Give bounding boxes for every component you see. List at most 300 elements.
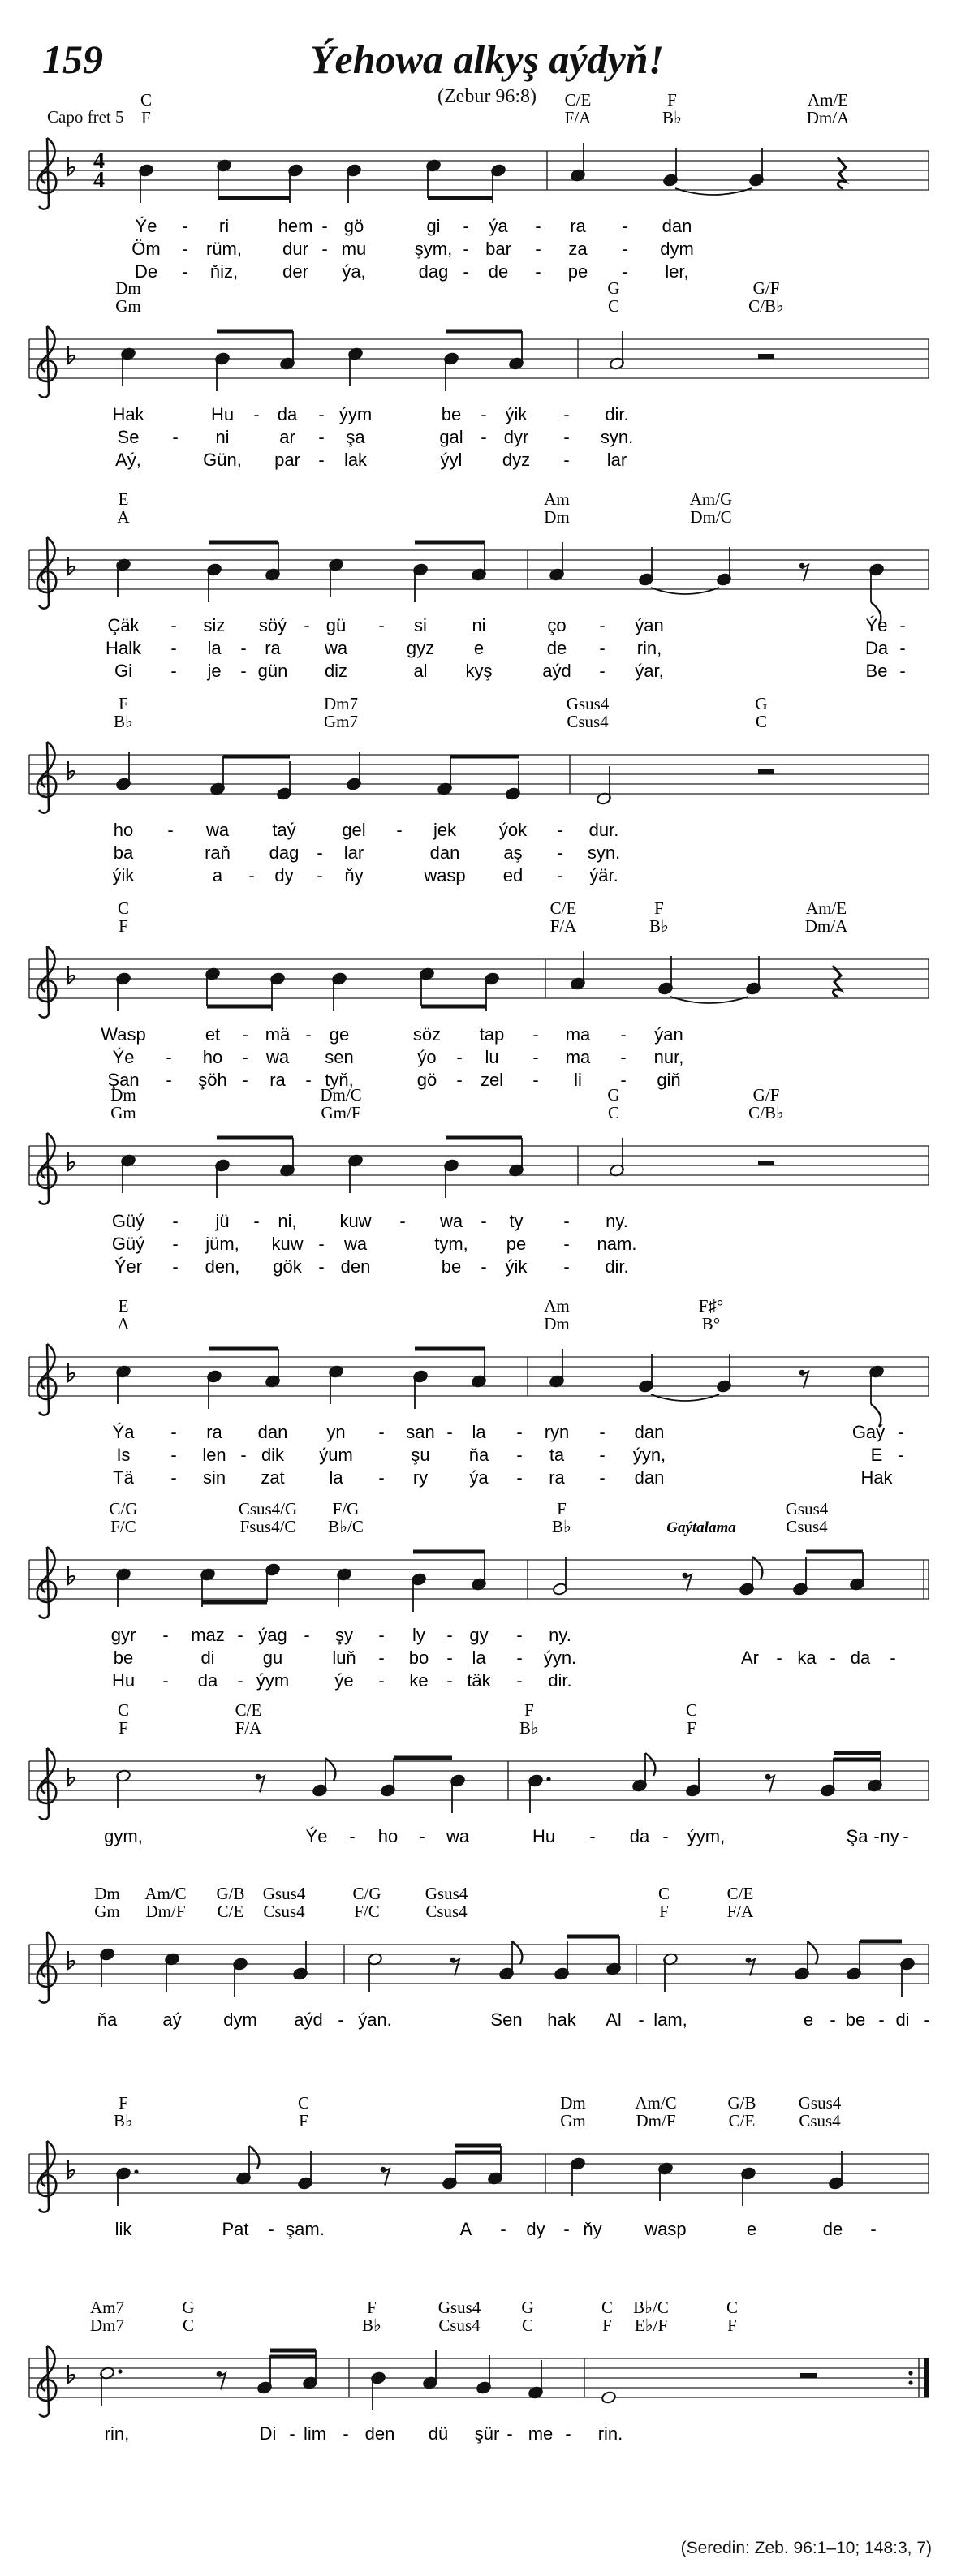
music-system-10 [29, 1884, 930, 2030]
lyric-syllable: aý [162, 2010, 182, 2030]
lyric-hyphen: - [563, 2219, 570, 2239]
chord-symbol-capo: B♭ [662, 108, 682, 127]
music-system-2 [29, 278, 929, 470]
lyric-hyphen: - [599, 615, 606, 635]
repeat-label: Gaýtalama [666, 1519, 736, 1536]
lyric-hyphen: - [535, 261, 541, 282]
chord-symbol: E [118, 489, 129, 509]
lyric-syllable: ňa [97, 2010, 118, 2030]
lyric-hyphen: - [516, 1467, 523, 1488]
lyric-syllable: ke [409, 1670, 429, 1691]
chord-symbol-capo: Csus4 [799, 2111, 841, 2130]
half-rest [758, 769, 774, 774]
lyric-syllable: der [282, 261, 308, 282]
chord-symbol-capo: C [182, 2315, 195, 2335]
lyric-syllable: ýok [498, 820, 528, 840]
treble-clef [37, 946, 57, 1018]
music-system-11 [29, 2093, 929, 2239]
lyric-hyphen: - [898, 1445, 904, 1465]
lyric-syllable: ýo [417, 1047, 437, 1067]
lyric-syllable: rin, [104, 2423, 130, 2444]
chord-symbol: G/F [752, 278, 780, 298]
lyric-hyphen: - [456, 1047, 463, 1067]
chord-symbol: C [117, 898, 130, 918]
chord-symbol: F [557, 1499, 567, 1518]
lyric-hyphen: - [516, 1625, 523, 1645]
lyric-syllable: Be [865, 661, 888, 681]
chord-symbol: Dm [560, 2093, 586, 2113]
lyric-hyphen: - [506, 2423, 513, 2444]
note-head [601, 2391, 616, 2405]
lyric-syllable: ho [377, 1826, 399, 1846]
lyric-hyphen: - [170, 1445, 177, 1465]
lyric-syllable: ni, [278, 1211, 297, 1231]
lyric-hyphen: - [463, 261, 469, 282]
lyric-syllable: dan [257, 1422, 288, 1442]
lyric-syllable: Wasp [101, 1024, 146, 1045]
lyric-syllable: ýik [505, 1256, 528, 1277]
chord-symbol-capo: F [141, 108, 151, 127]
lyric-hyphen: - [378, 615, 385, 635]
lyric-hyphen: - [899, 638, 906, 658]
chord-symbol-capo: A [117, 507, 130, 527]
lyric-syllable: ni [215, 427, 230, 447]
lyric-syllable: dag [269, 842, 300, 863]
lyric-syllable: siz [203, 615, 226, 635]
eighth-flag [645, 1753, 655, 1776]
lyric-syllable: ra [570, 216, 586, 236]
music-system-4 [29, 694, 929, 885]
lyric-syllable: Ar [741, 1648, 759, 1668]
lyric-hyphen: - [924, 2010, 930, 2030]
chord-symbol-capo: F [727, 2315, 737, 2335]
lyric-syllable: sin [202, 1467, 226, 1488]
lyric-syllable: tym, [434, 1234, 468, 1254]
lyric-syllable: lar [343, 842, 364, 863]
lyric-syllable: De [134, 261, 158, 282]
lyric-hyphen: - [776, 1648, 782, 1668]
chord-symbol-capo: E♭/F [634, 2315, 668, 2335]
lyric-syllable: nur, [653, 1047, 684, 1067]
lyric-syllable: ry [412, 1467, 429, 1488]
chord-symbol-capo: Dm/A [806, 108, 850, 127]
lyric-syllable: Gün, [203, 450, 242, 470]
lyric-syllable: gö [343, 216, 364, 236]
lyric-syllable: Hu [111, 1670, 136, 1691]
chord-symbol-capo: A [117, 1314, 130, 1333]
eighth-flag [249, 2146, 259, 2169]
lyric-syllable: hem [278, 216, 313, 236]
lyric-hyphen: - [240, 1445, 247, 1465]
lyric-hyphen: - [446, 1625, 453, 1645]
lyric-syllable: ýan. [358, 2010, 392, 2030]
lyric-hyphen: - [878, 2010, 885, 2030]
lyric-syllable: Hu [210, 404, 235, 424]
chord-symbol-capo: F [119, 1718, 128, 1738]
lyric-syllable: ňa [468, 1445, 489, 1465]
chord-symbol-capo: Gm [94, 1902, 120, 1921]
chord-symbol-capo: Dm/C [690, 507, 732, 527]
lyric-hyphen: - [242, 1047, 248, 1067]
lyric-syllable: Hak [860, 1467, 893, 1488]
lyric-syllable: za [568, 239, 588, 259]
lyric-syllable: taý [272, 820, 296, 840]
chord-symbol: G [607, 1085, 620, 1105]
chord-symbol: G/F [752, 1085, 780, 1105]
lyric-syllable: wa [265, 1047, 290, 1067]
lyric-syllable: ýik [505, 404, 528, 424]
lyric-syllable: da [850, 1648, 871, 1668]
lyric-syllable: Ýer [114, 1256, 143, 1277]
lyric-hyphen: - [516, 1670, 523, 1691]
lyric-syllable: aýd [542, 661, 571, 681]
chord-symbol-capo: C [755, 712, 768, 731]
chord-symbol: F [667, 90, 677, 110]
lyric-syllable: dan [662, 216, 692, 236]
lyric-syllable: kyş [465, 661, 493, 681]
lyric-syllable: la [329, 1467, 343, 1488]
lyric-syllable: bar [485, 239, 511, 259]
chord-symbol: Gsus4 [425, 1884, 468, 1903]
capo-instruction: Capo fret 5 [47, 107, 124, 127]
lyric-syllable: ýyl [440, 450, 463, 470]
lyric-syllable: luň [332, 1648, 356, 1668]
lyric-hyphen: - [903, 1826, 909, 1846]
lyric-hyphen: - [240, 638, 247, 658]
lyric-syllable: ço [547, 615, 567, 635]
lyric-hyphen: - [166, 1070, 172, 1090]
lyric-hyphen: - [481, 427, 487, 447]
chord-symbol-capo: Csus4 [263, 1902, 305, 1921]
lyric-syllable: wa [324, 638, 348, 658]
lyric-hyphen: - [662, 1826, 669, 1846]
chord-symbol-capo: F/A [564, 108, 592, 127]
lyric-syllable: Şan [107, 1070, 140, 1090]
lyric-syllable: ýan [654, 1024, 683, 1045]
chord-symbol-capo: Dm7 [90, 2315, 124, 2335]
lyric-hyphen: - [318, 450, 325, 470]
lyric-syllable: Sen [490, 2010, 523, 2030]
chord-symbol: C [140, 90, 153, 110]
lyric-syllable: gu [262, 1648, 283, 1668]
chord-symbol: F [119, 694, 128, 713]
lyric-hyphen: - [321, 216, 328, 236]
lyric-syllable: rüm, [206, 239, 242, 259]
lyric-syllable: diz [324, 661, 348, 681]
chord-symbol-capo: Csus4 [425, 1902, 468, 1921]
chord-symbol: C [601, 2298, 614, 2317]
lyric-hyphen: - [240, 661, 247, 681]
chord-symbol-capo: C [521, 2315, 534, 2335]
lyric-syllable: ýag [258, 1625, 287, 1645]
chord-symbol-capo: Csus4 [567, 712, 609, 731]
time-signature-top: 4 [93, 149, 105, 174]
lyric-syllable: jek [433, 820, 457, 840]
lyric-hyphen: - [419, 1826, 425, 1846]
final-bar-thick [924, 2358, 929, 2397]
lyric-syllable: wa [439, 1211, 463, 1231]
lyric-syllable: Hu [532, 1826, 556, 1846]
chord-symbol: G [755, 694, 768, 713]
eighth-rest-stem [802, 1372, 808, 1388]
lyric-syllable: ýym [256, 1670, 290, 1691]
lyric-syllable: dur [282, 239, 308, 259]
lyric-syllable: zat [261, 1467, 285, 1488]
lyric-hyphen: - [565, 2423, 571, 2444]
chord-symbol-capo: B♭/C [328, 1517, 364, 1536]
lyric-syllable: şöh [198, 1070, 227, 1090]
dot [118, 2369, 122, 2373]
lyric-syllable: ni [472, 615, 486, 635]
lyric-syllable: gün [257, 661, 288, 681]
chord-symbol-capo: B♭ [552, 1517, 571, 1536]
chord-symbol: Am [544, 489, 570, 509]
lyric-syllable: al [413, 661, 428, 681]
lyric-hyphen: - [830, 2010, 836, 2030]
chord-symbol: Dm/C [320, 1085, 362, 1105]
lyric-syllable: Güý [111, 1234, 145, 1254]
tie [651, 1394, 719, 1401]
lyric-hyphen: - [532, 1047, 539, 1067]
chord-symbol-capo: F/C [354, 1902, 380, 1921]
eighth-rest-stem [748, 1959, 755, 1975]
lyric-hyphen: - [481, 1211, 487, 1231]
lyric-syllable: Gi [114, 661, 132, 681]
key-flat [68, 966, 75, 984]
chord-symbol-capo: F [119, 916, 128, 936]
lyric-hyphen: - [170, 1467, 177, 1488]
chord-symbol: F♯° [698, 1296, 724, 1316]
lyric-hyphen: - [305, 1024, 312, 1045]
chord-symbol: F [367, 2298, 377, 2317]
lyric-syllable: maz [191, 1625, 225, 1645]
lyric-syllable: Al [606, 2010, 622, 2030]
lyric-syllable: hak [547, 2010, 576, 2030]
treble-clef [37, 742, 57, 813]
chord-symbol-capo: Csus4 [438, 2315, 481, 2335]
lyric-syllable: ňy [583, 2219, 602, 2239]
music-system-3 [29, 489, 929, 681]
chord-symbol: Dm [94, 1884, 120, 1903]
chord-symbol: Am/G [689, 489, 733, 509]
lyric-syllable: ňy [344, 865, 364, 885]
chord-symbol: C/E [235, 1700, 262, 1720]
lyric-syllable: pe [506, 1234, 527, 1254]
eighth-rest-stem [258, 1776, 265, 1792]
lyric-syllable: ar [279, 427, 295, 447]
lyric-syllable: syn. [587, 842, 621, 863]
lyric-syllable: Çäk [107, 615, 140, 635]
lyric-hyphen: - [873, 1826, 880, 1846]
lyric-syllable: gü [325, 615, 347, 635]
chord-symbol-capo: Csus4 [786, 1517, 828, 1536]
chord-symbol: F/G [332, 1499, 360, 1518]
lyric-syllable: A [459, 2219, 472, 2239]
lyric-syllable: dyz [502, 450, 531, 470]
lyric-syllable: ba [113, 842, 134, 863]
chord-symbol: Am7 [90, 2298, 124, 2317]
hymn-number: 159 [42, 37, 103, 82]
lyric-syllable: be [441, 1256, 462, 1277]
chord-symbol: F [524, 1700, 534, 1720]
chord-symbol: Gsus4 [262, 1884, 306, 1903]
repeat-dot [908, 2371, 912, 2375]
lyric-syllable: den, [205, 1256, 240, 1277]
lyric-syllable: söý [258, 615, 287, 635]
lyric-syllable: dy [526, 2219, 545, 2239]
quarter-rest [838, 157, 846, 188]
chord-symbol: Gsus4 [785, 1499, 829, 1518]
lyric-hyphen: - [182, 239, 188, 259]
footer-references: (Seredin: Zeb. 96:1–10; 148:3, 7) [680, 2539, 932, 2557]
lyric-syllable: Ýe [135, 216, 157, 236]
lyric-hyphen: - [622, 216, 628, 236]
chord-symbol-capo: Gm7 [324, 712, 358, 731]
lyric-hyphen: - [349, 1826, 356, 1846]
lyric-syllable: dir. [548, 1670, 572, 1691]
lyric-syllable: dag [418, 261, 449, 282]
key-flat [68, 1363, 75, 1381]
lyric-hyphen: - [338, 2010, 344, 2030]
lyric-hyphen: - [563, 427, 570, 447]
lyric-syllable: ka [797, 1648, 817, 1668]
lyric-syllable: lu [485, 1047, 499, 1067]
lyric-hyphen: - [622, 239, 628, 259]
lyric-hyphen: - [516, 1648, 523, 1668]
lyric-syllable: ýyn, [632, 1445, 666, 1465]
chord-symbol-capo: Dm [544, 1314, 570, 1333]
lyric-syllable: jüm, [205, 1234, 239, 1254]
lyric-syllable: la [472, 1422, 486, 1442]
lyric-syllable: de [488, 261, 509, 282]
lyric-syllable: ty [509, 1211, 524, 1231]
lyric-syllable: Gaý [851, 1422, 886, 1442]
lyric-hyphen: - [599, 1422, 606, 1442]
lyric-syllable: ho [202, 1047, 223, 1067]
lyric-hyphen: - [899, 615, 906, 635]
lyric-hyphen: - [563, 404, 570, 424]
lyric-hyphen: - [242, 1070, 248, 1090]
lyric-hyphen: - [162, 1625, 169, 1645]
lyric-hyphen: - [399, 1211, 406, 1231]
lyric-hyphen: - [890, 1648, 896, 1668]
lyric-syllable: ny [880, 1826, 899, 1846]
lyric-syllable: Ýe [865, 615, 888, 635]
lyric-syllable: kuw [271, 1234, 304, 1254]
lyric-syllable: rin. [597, 2423, 623, 2444]
lyric-hyphen: - [289, 2423, 295, 2444]
lyric-syllable: ed [502, 865, 524, 885]
lyric-hyphen: - [396, 820, 403, 840]
lyric-syllable: dy [274, 865, 294, 885]
lyric-hyphen: - [557, 842, 563, 863]
lyric-hyphen: - [378, 1648, 385, 1668]
lyric-syllable: si [414, 615, 427, 635]
eighth-rest-stem [219, 2373, 226, 2389]
lyric-hyphen: - [170, 638, 177, 658]
lyric-hyphen: - [500, 2219, 506, 2239]
eighth-rest-stem [768, 1776, 774, 1792]
lyric-hyphen: - [248, 865, 255, 885]
lyric-syllable: wasp [424, 865, 466, 885]
lyric-syllable: la [472, 1648, 486, 1668]
chord-symbol: F [654, 898, 664, 918]
lyric-syllable: dan [634, 1422, 665, 1442]
chord-symbol-capo: Gm [560, 2111, 586, 2130]
lyric-syllable: şu [411, 1445, 430, 1465]
lyric-hyphen: - [446, 1648, 453, 1668]
half-rest [800, 2373, 817, 2378]
lyric-hyphen: - [870, 2219, 877, 2239]
lyric-hyphen: - [318, 1234, 325, 1254]
lyric-syllable: ra [269, 1070, 286, 1090]
lyric-syllable: mä [265, 1024, 291, 1045]
lyric-syllable: be [113, 1648, 134, 1668]
scripture-reference: (Zebur 96:8) [437, 86, 537, 107]
treble-clef [37, 537, 57, 609]
lyric-hyphen: - [446, 1670, 453, 1691]
chord-symbol: G [182, 2298, 195, 2317]
lyric-syllable: dyr [503, 427, 529, 447]
chord-symbol-capo: B♭ [519, 1718, 539, 1738]
chord-symbol: C [685, 1700, 698, 1720]
chord-symbol-capo: F [687, 1718, 696, 1738]
lyric-hyphen: - [237, 1625, 244, 1645]
lyric-syllable: lar [606, 450, 627, 470]
key-flat [68, 1152, 75, 1170]
chord-symbol-capo: Gm [110, 1103, 136, 1122]
lyric-syllable: Hak [112, 404, 144, 424]
lyric-syllable: lak [343, 450, 368, 470]
chord-symbol: C/G [109, 1499, 138, 1518]
lyric-syllable: dü [428, 2423, 449, 2444]
lyric-syllable: ma [565, 1047, 591, 1067]
lyric-syllable: ýym [338, 404, 373, 424]
lyric-syllable: gel [342, 820, 366, 840]
lyric-syllable: par [274, 450, 300, 470]
lyric-hyphen: - [343, 2423, 349, 2444]
lyric-syllable: ny. [606, 1211, 628, 1231]
lyric-hyphen: - [620, 1070, 627, 1090]
lyric-hyphen: - [535, 239, 541, 259]
lyric-syllable: ýum [319, 1445, 353, 1465]
chord-symbol-capo: C/E [728, 2111, 756, 2130]
chord-symbol: Am/E [805, 898, 847, 918]
key-flat [68, 1768, 75, 1786]
lyric-syllable: syn. [600, 427, 634, 447]
lyric-hyphen: - [378, 1422, 385, 1442]
lyric-syllable: san [406, 1422, 435, 1442]
chord-symbol-capo: Fsus4/C [239, 1517, 296, 1536]
lyric-syllable: dik [261, 1445, 285, 1465]
treble-clef [37, 1748, 57, 1820]
half-rest [758, 354, 774, 359]
lyric-hyphen: - [378, 1467, 385, 1488]
eighth-rest-stem [802, 565, 808, 581]
lyric-syllable: Ýe [305, 1826, 328, 1846]
lyric-syllable: Aý, [115, 450, 141, 470]
lyric-hyphen: - [253, 1211, 260, 1231]
lyric-syllable: ýyn. [543, 1648, 577, 1668]
lyric-hyphen: - [620, 1047, 627, 1067]
chord-symbol: Csus4/G [238, 1499, 298, 1518]
lyric-hyphen: - [304, 615, 310, 635]
lyric-syllable: de [546, 638, 567, 658]
chord-symbol: Dm [110, 1085, 136, 1105]
lyric-hyphen: - [463, 216, 469, 236]
chord-symbol: G/B [727, 2093, 756, 2113]
lyric-hyphen: - [317, 842, 323, 863]
